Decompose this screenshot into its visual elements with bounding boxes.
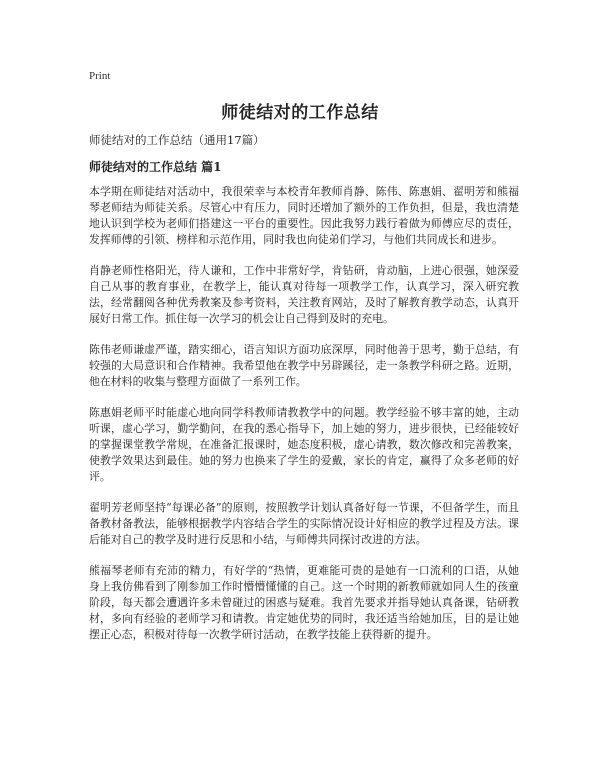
document-title: 师徒结对的工作总结 xyxy=(221,103,379,123)
section-heading: 师徒结对的工作总结 篇1 xyxy=(89,160,222,174)
paragraph: 翟明芳老师坚持“每课必备”的原则，按照教学计划认真备好每一节课，不但备学生，而且备教材备教法，能够根据教学内容结合学生的实际情况设计好相应的教学过程及方法。课后能对自己的教学及时进行反思和小结，与师傅共同探讨改进的方法。 xyxy=(89,501,519,546)
paragraph: 熊福琴老师有充沛的精力，有好学的“热情，更难能可贵的是她有一口流利的口语，从她身上我仿佛看到了刚参加工作时懵懵懂懂的自己。这一个时期的新教师就如同人生的孩童阶段，每天都会遭遇许多未曾碰过的困惑与疑难。我首先要求并指导她认真备课，钻研教材，多向有经验的老师学习和请教。肯定她优势的同时，我还适当给她加压，目的是让她摆正心态，积极对待每一次教学研讨活动，在教学技能上获得新的提升。 xyxy=(89,564,519,641)
paragraph: 陈惠娟老师平时能虚心地向同学科教师请教教学中的问题。教学经验不够丰富的她，主动听课，虚心学习，勤学勤问，在我的悉心指导下，加上她的努力，进步很快，已经能较好的掌握课堂教学常规，在准备汇报课时，她态度积极，虚心请教，数次修改和完善教案，使教学效果达到最佳。她的努力也换来了学生的爱戴，家长的肯定，赢得了众多老师的好评。 xyxy=(89,406,519,483)
paragraph: 肖静老师性格阳光，待人谦和，工作中非常好学，肯钻研，肯动脑，上进心很强，她深爱自己从事的教育事业，在教学上，能认真对待每一项教学工作，认真学习，深入研究教法，经常翻阅各种优秀教案及参考资料，关注教育网站，及时了解教育教学动态，认真开展好日常工作。抓住每一次学习的机会让自己得到及时的充电。 xyxy=(89,264,519,325)
print-link[interactable]: Print xyxy=(89,70,111,82)
document-body xyxy=(89,184,519,658)
paragraph: 陈伟老师谦虚严谨，踏实细心，语言知识方面功底深厚，同时他善于思考，勤于总结，有较强的大局意识和合作精神。我希望他在教学中另辟蹊径，走一条教学科研之路。近期，他在材料的收集与整理方面做了一系列工作。 xyxy=(89,343,519,388)
paragraph: 本学期在师徒结对活动中，我很荣幸与本校青年教师肖静、陈伟、陈惠娟、翟明芳和熊福琴老师结为师徒关系。尽管心中有压力，同时还增加了额外的工作负担，但是，我也清楚地认识到学校为老师们搭建这一平台的重要性。因此我努力践行着做为师傅应尽的责任，发挥师傅的引领、榜样和示范作用，同时我也向徒弟们学习，与他们共同成长和进步。 xyxy=(89,185,519,246)
document-subtitle: 师徒结对的工作总结（通用17篇） xyxy=(89,133,265,147)
